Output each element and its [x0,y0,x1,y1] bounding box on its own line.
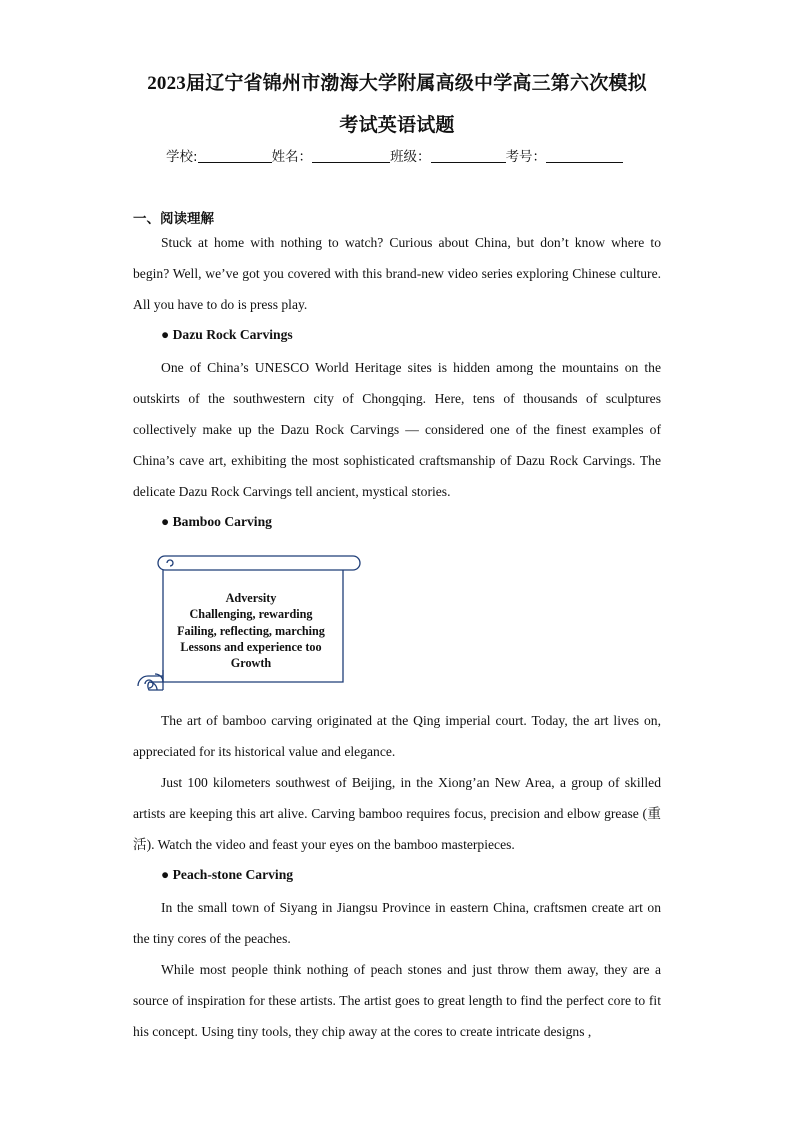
text-line: The delicate Dazu Rock Carvings tell ancient, mystical stories. [133,453,661,499]
name-blank [312,148,390,163]
poem-line: Lessons and experience too [180,639,322,654]
poem-line: Growth [230,656,272,671]
number-blank [546,148,623,163]
bamboo-paragraph-1 [133,705,661,767]
poem-line: Failing, reflecting, marching [177,623,325,638]
text-line: While most people think nothing of peach stones and just throw them away, they are a [161,962,661,977]
text-line: The art of bamboo carving originated at the Qing imperial court. Today, the art lives on, [161,713,661,728]
text-line: culture. All you have to do is press play. [133,266,662,312]
school-blank [198,148,272,163]
number-label: 考号： [505,149,547,165]
text-line: appreciated for its historical value and elegance. [133,744,396,759]
text-line: Just 100 kilometers southwest of Beijing, in the Xiong’an New Area, a group of skilled [161,775,661,790]
poem-line: Adversity [225,591,277,605]
heading-dazu: ● Dazu Rock Carvings [161,327,293,342]
scroll-poem [158,590,344,671]
text-line: the tiny cores of the peaches. [133,931,291,946]
text-line: begin? Well, we’ve got you covered with this brand-new video series exploring Chinese [133,266,617,281]
name-label: 姓名： [271,149,313,165]
text-line: artists are keeping this art alive. Carving bamboo requires focus, precision and elbow grease [133,806,639,821]
text-line: In the small town of Siyang in Jiangsu Province in eastern China, craftsmen create art on [161,900,661,915]
peach-paragraph-1 [133,892,661,954]
poem-line: Challenging, rewarding [189,607,313,622]
student-info-row [166,145,623,165]
school-label: 学校: [166,149,198,165]
text-line: Stuck at home with nothing to watch? Curious about China, but don’t know where to [161,235,661,250]
class-label: 班级： [390,149,431,165]
intro-paragraph [133,227,661,320]
heading-bamboo: ● Bamboo Carving [161,514,272,529]
document-title-line2: 考试英语试题 [339,115,455,136]
bamboo-paragraph-2 [133,767,661,860]
class-blank [431,148,506,163]
peach-paragraph-2 [133,954,661,1047]
heading-peach: ● Peach-stone Carving [161,867,294,882]
section-title: 一、阅读理解 [133,211,214,227]
dazu-paragraph [133,352,661,507]
text-line: collectively make up the Dazu Rock Carvings — considered one of the finest examples of [133,422,661,437]
text-line: China’s cave art, exhibiting the most sophisticated craftsmanship of Dazu Rock Carvings. [133,453,636,468]
text-line: fit his concept. Using tiny tools, they chip away at the cores to create intricate designs , [133,993,661,1039]
text-line: (重活). Watch the video and feast your eyes on the bamboo masterpieces. [133,806,661,852]
text-line: source of inspiration for these artists. The artist goes to great length to find the perfect core to [133,993,646,1008]
document-title-line1: 2023届辽宁省锦州市渤海大学附属高级中学高三第六次模拟 [147,73,647,94]
text-line: One of China’s UNESCO World Heritage sites is hidden among the mountains on the [161,360,661,375]
text-line: outskirts of the southwestern city of Chongqing. Here, tens of thousands of sculptures [133,391,661,406]
